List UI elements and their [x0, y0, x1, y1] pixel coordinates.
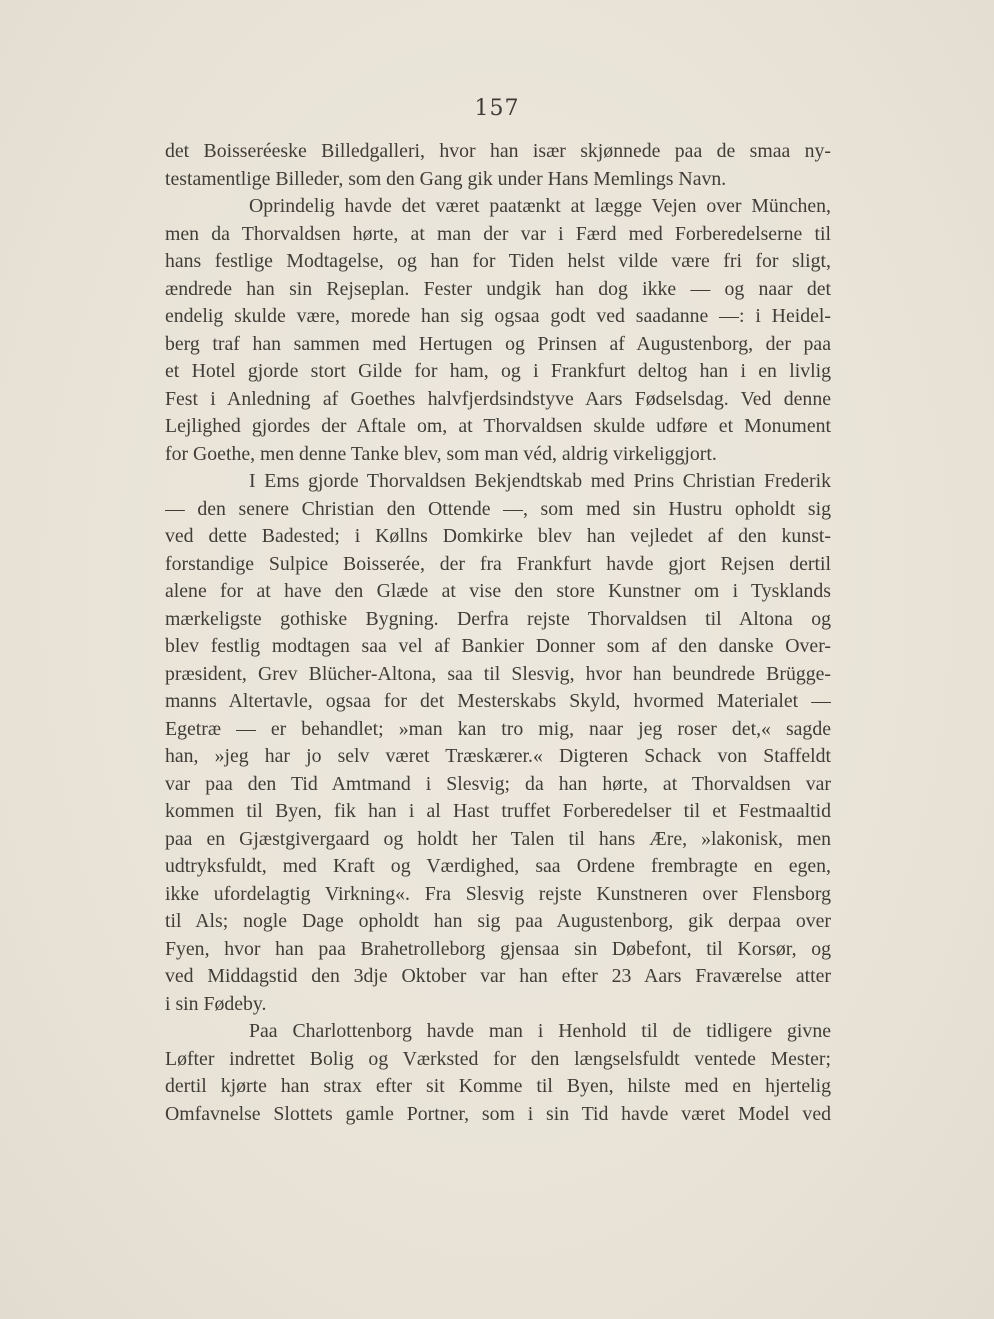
text-line: — den senere Christian den Ottende —, som med sin Hustru opholdt sig	[165, 497, 831, 520]
text-line: et Hotel gjorde stort Gilde for ham, og i Frankfurt deltog han i en livlig	[165, 360, 831, 382]
text-line: men da Thorvaldsen hørte, at man der var i Færd med Forberedelserne til	[165, 222, 831, 245]
text-line: dertil kjørte han strax efter sit Komme til Byen, hilste med en hjertelig	[165, 1075, 831, 1097]
text-line: kommen til Byen, fik han i al Hast truffet Forberedelser til et Festmaaltid	[165, 800, 831, 822]
text-line: manns Altertavle, ogsaa for det Mesterskabs Skyld, hvormed Materialet —	[165, 690, 831, 712]
text-line: udtryksfuldt, med Kraft og Værdighed, saa Ordene frembragte en egen,	[165, 855, 831, 877]
text-line: for Goethe, men denne Tanke blev, som man véd, aldrig virkeliggjort.	[165, 442, 717, 465]
text-line: Paa Charlottenborg havde man i Henhold til de tidligere givne	[249, 1020, 831, 1042]
text-line: mærkeligste gothiske Bygning. Derfra rejste Thorvaldsen til Altona og	[165, 607, 831, 630]
text-line: Fyen, hvor han paa Brahetrolleborg gjensaa sin Døbefont, til Korsør, og	[165, 937, 831, 960]
text-line: ikke ufordelagtig Virkning«. Fra Slesvig rejste Kunstneren over Flensborg	[165, 882, 831, 905]
text-line: til Als; nogle Dage opholdt han sig paa Augustenborg, gik derpaa over	[165, 910, 831, 932]
text-line: forstandige Sulpice Boisserée, der fra Frankfurt havde gjort Rejsen dertil	[165, 552, 831, 575]
text-line: Egetræ — er behandlet; »man kan tro mig, naar jeg roser det,« sagde	[165, 717, 831, 740]
text-line: hans festlige Modtagelse, og han for Tiden helst vilde være fri for sligt,	[165, 250, 831, 272]
text-line: paa en Gjæstgivergaard og holdt her Talen til hans Ære, »lakonisk, men	[165, 827, 831, 850]
text-line: ved dette Badested; i Køllns Domkirke blev han vejledet af den kunst-	[165, 525, 831, 547]
text-line: han, »jeg har jo selv været Træskærer.« Digteren Schack von Staffeldt	[165, 745, 831, 767]
text-line: Omfavnelse Slottets gamle Portner, som i sin Tid havde været Model ved	[165, 1102, 831, 1125]
page-number: 157	[474, 96, 520, 121]
text-line: ændrede han sin Rejseplan. Fester undgik han dog ikke — og naar det	[165, 277, 831, 300]
text-line: Lejlighed gjordes der Aftale om, at Thorvaldsen skulde udføre et Monument	[165, 415, 831, 437]
body-text	[165, 138, 831, 1128]
text-line: Oprindelig havde det været paatænkt at lægge Vejen over München,	[249, 195, 831, 217]
text-line: ved Middagstid den 3dje Oktober var han efter 23 Aars Fraværelse atter	[165, 965, 831, 987]
text-line: Løfter indrettet Bolig og Værksted for den længselsfuldt ventede Mester;	[165, 1047, 831, 1070]
text-line: Fest i Anledning af Goethes halvfjerdsindstyve Aars Fødselsdag. Ved denne	[165, 387, 831, 410]
text-line: i sin Fødeby.	[165, 992, 267, 1015]
text-line: var paa den Tid Amtmand i Slesvig; da han hørte, at Thorvaldsen var	[165, 772, 831, 795]
text-line: alene for at have den Glæde at vise den store Kunstner om i Tysklands	[165, 580, 831, 602]
text-line: I Ems gjorde Thorvaldsen Bekjendtskab med Prins Christian Frederik	[249, 470, 831, 492]
text-line: berg traf han sammen med Hertugen og Prinsen af Augustenborg, der paa	[165, 332, 831, 355]
text-line: blev festlig modtagen saa vel af Bankier Donner som af den danske Over-	[165, 635, 831, 657]
text-line: præsident, Grev Blücher-Altona, saa til Slesvig, hvor han beundrede Brügge-	[165, 662, 831, 685]
text-line: testamentlige Billeder, som den Gang gik under Hans Memlings Navn.	[165, 167, 727, 190]
text-line: det Boisseréeske Billedgalleri, hvor han især skjønnede paa de smaa ny-	[165, 140, 831, 162]
text-line: endelig skulde være, morede han sig ogsaa godt ved saadanne —: i Heidel-	[165, 305, 831, 327]
